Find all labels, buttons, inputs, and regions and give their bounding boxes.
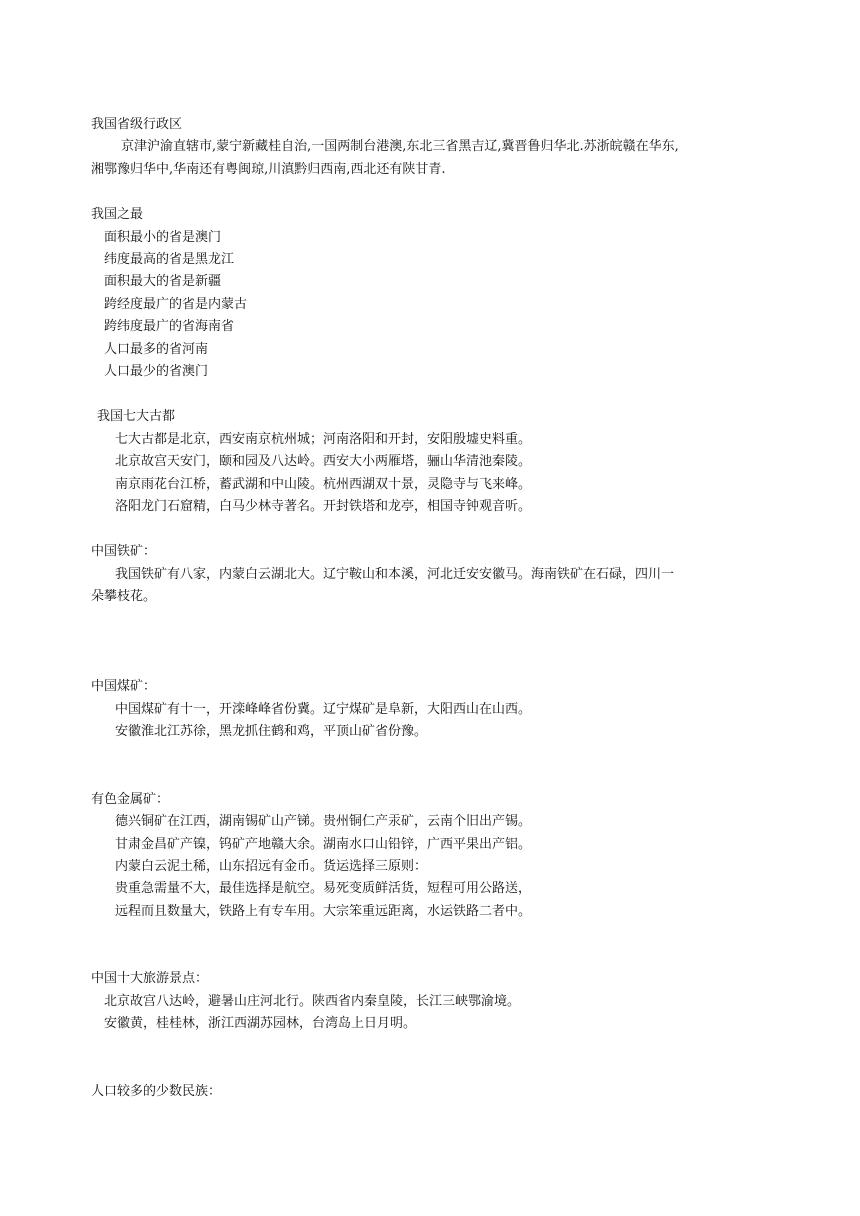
section-heading-iron: 中国铁矿： xyxy=(91,544,157,559)
metals-line: 贵重急需量不大，最佳选择是航空。易死变质鲜活货，短程可用公路送， xyxy=(115,881,532,896)
tourism-line: 安徽黄，桂桂林，浙江西湖苏园林，台湾岛上日月明。 xyxy=(104,1016,417,1031)
section-heading-records: 我国之最 xyxy=(91,207,144,222)
provinces-line: 京津沪渝直辖市,蒙宁新藏桂自治,一国两制台港澳,东北三省黑吉辽,冀晋鲁归华北.苏浙皖赣在华东, xyxy=(121,139,679,154)
section-heading-capitals: 我国七大古都 xyxy=(97,409,176,424)
records-line: 跨纬度最广的省海南省 xyxy=(104,319,235,334)
metals-line: 远程而且数量大，铁路上有专车用。大宗笨重远距离，水运铁路二者中。 xyxy=(115,904,532,919)
capitals-line: 洛阳龙门石窟精，白马少林寺著名。开封铁塔和龙亭，相国寺钟观音听。 xyxy=(115,499,532,514)
metals-line: 内蒙白云泥土稀，山东招远有金币。货运选择三原则： xyxy=(115,859,428,874)
section-heading-coal: 中国煤矿： xyxy=(91,679,157,694)
iron-line: 我国铁矿有八家，内蒙白云湖北大。辽宁鞍山和本溪，河北迁安安徽马。海南铁矿在石碌，四川一 xyxy=(115,567,675,582)
capitals-line: 南京雨花台江桥，蓄武湖和中山陵。杭州西湖双十景，灵隐寺与飞来峰。 xyxy=(115,477,532,492)
provinces-line: 湘鄂豫归华中,华南还有粤闽琼,川滇黔归西南,西北还有陕甘青. xyxy=(91,162,446,177)
records-line: 面积最大的省是新疆 xyxy=(104,274,222,289)
records-line: 纬度最高的省是黑龙江 xyxy=(104,252,235,267)
coal-line: 安徽淮北江苏徐，黑龙抓住鹤和鸡，平顶山矿省份豫。 xyxy=(115,724,428,739)
capitals-line: 北京故宫天安门，颐和园及八达岭。西安大小两雁塔，骊山华清池秦陵。 xyxy=(115,454,532,469)
records-line: 跨经度最广的省是内蒙古 xyxy=(104,297,248,312)
records-line: 人口最少的省澳门 xyxy=(104,364,209,379)
iron-line: 朵攀枝花。 xyxy=(91,589,157,604)
metals-line: 德兴铜矿在江西，湖南锡矿山产锑。贵州铜仁产汞矿，云南个旧出产锡。 xyxy=(115,814,532,829)
section-heading-minorities: 人口较多的少数民族： xyxy=(91,1084,222,1099)
section-heading-provinces: 我国省级行政区 xyxy=(91,117,183,132)
section-heading-metals: 有色金属矿： xyxy=(91,792,170,807)
tourism-line: 北京故宫八达岭，避暑山庄河北行。陕西省内秦皇陵，长江三峡鄂渝境。 xyxy=(104,994,521,1009)
coal-line: 中国煤矿有十一，开滦峰峰省份冀。辽宁煤矿是阜新，大阳西山在山西。 xyxy=(115,702,532,717)
records-line: 面积最小的省是澳门 xyxy=(104,230,222,245)
metals-line: 甘肃金昌矿产镍，钨矿产地赣大余。湖南水口山铅锌，广西平果出产铝。 xyxy=(115,837,532,852)
section-heading-tourism: 中国十大旅游景点： xyxy=(91,971,209,986)
capitals-line: 七大古都是北京，西安南京杭州城；河南洛阳和开封，安阳殷墟史料重。 xyxy=(115,432,532,447)
records-line: 人口最多的省河南 xyxy=(104,342,209,357)
